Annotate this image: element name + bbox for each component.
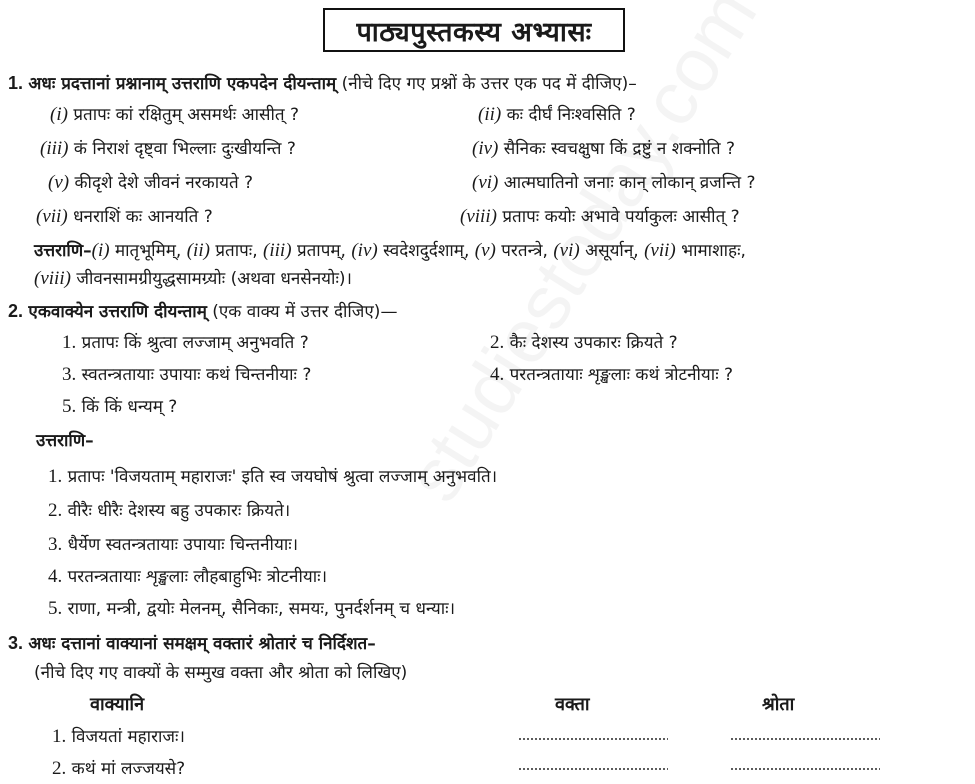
q2-item: 2. कैः देशस्य उपकारः क्रियते ?	[490, 332, 678, 353]
q2-answer: 1. प्रतापः 'विजयताम् महाराजः' इति स्व जयघोषं श्रुत्वा लज्जाम् अनुभवति।	[48, 466, 498, 487]
q2-item: 4. परतन्त्रतायाः शृङ्खलाः कथं त्रोटनीयाः ?	[490, 364, 734, 385]
q1-item: (iv) सैनिकः स्वचक्षुषा किं द्रष्टुं न शक्नोति ?	[472, 138, 735, 159]
q1-number: 1.	[8, 73, 24, 93]
q1-item: (vii) धनराशिं कः आनयति ?	[36, 206, 213, 227]
listener-blank-1[interactable]	[730, 738, 880, 740]
q2-hindi-instruction: (एक वाक्य में उत्तर दीजिए)—	[212, 302, 398, 322]
q2-item: 5. किं किं धन्यम् ?	[62, 396, 178, 417]
q3-hindi-instruction: (नीचे दिए गए वाक्यों के सम्मुख वक्ता और श्रोता को लिखिए)	[34, 663, 408, 683]
q3-row: 2. कथं मां लज्जयसे?	[52, 758, 186, 779]
speaker-blank-1[interactable]	[518, 738, 668, 740]
q2-heading-line	[8, 300, 397, 323]
column-header-sentences: वाक्यानि	[90, 694, 145, 715]
q1-hindi-instruction: (नीचे दिए गए प्रश्नों के उत्तर एक पद में दीजिए)–	[341, 74, 637, 94]
q1-heading-line	[8, 72, 637, 95]
q2-heading: एकवाक्येन उत्तराणि दीयन्ताम्	[28, 302, 207, 322]
column-header-speaker: वक्ता	[555, 694, 590, 715]
q1-item: (ii) कः दीर्घं निःश्वसिति ?	[478, 104, 636, 125]
q3-heading: अधः दत्तानां वाक्यानां समक्षम् वक्तारं श्रोतारं च निर्दिशत–	[28, 634, 376, 654]
listener-blank-2[interactable]	[730, 768, 880, 770]
q2-item: 1. प्रतापः किं श्रुत्वा लज्जाम् अनुभवति ?	[62, 332, 309, 353]
q3-number: 3.	[8, 633, 24, 653]
q2-item: 3. स्वतन्त्रतायाः उपायाः कथं चिन्तनीयाः ?	[62, 364, 312, 385]
q2-answer: 2. वीरैः धीरैः देशस्य बहु उपकारः क्रियते।	[48, 500, 291, 521]
column-header-listener: श्रोता	[762, 694, 795, 715]
q1-item: (viii) प्रतापः कयोः अभावे पर्याकुलः आसीत् ?	[460, 206, 740, 227]
q1-heading: अधः प्रदत्तानां प्रश्नानाम् उत्तराणि एकपदेन दीयन्ताम्	[28, 74, 337, 94]
q1-item: (iii) कं निराशं दृष्ट्वा भिल्लाः दुःखीयन्ति ?	[40, 138, 296, 159]
speaker-blank-2[interactable]	[518, 768, 668, 770]
q2-answer: 3. धैर्येण स्वतन्त्रतायाः उपायाः चिन्तनीयाः।	[48, 534, 299, 555]
q1-item: (vi) आत्मघातिनो जनाः कान् लोकान् व्रजन्ति ?	[472, 172, 756, 193]
q1-answers-line-2: (viii) जीवनसामग्रीयुद्धसामग्र्योः (अथवा धनसेनयोः)।	[34, 268, 352, 289]
q2-answer: 5. राणा, मन्त्री, द्वयोः मेलनम्, सैनिकाः, समयः, पुनर्दर्शनम् च धन्याः।	[48, 598, 456, 619]
page-title: पाठ्यपुस्तकस्य अभ्यासः	[323, 8, 625, 52]
q3-heading-line	[8, 632, 376, 655]
q1-item: (i) प्रतापः कां रक्षितुम् असमर्थः आसीत् ?	[50, 104, 300, 125]
q3-row: 1. विजयतां महाराजः।	[52, 726, 185, 747]
q2-answer: 4. परतन्त्रतायाः शृङ्खलाः लौहबाहुभिः त्रोटनीयाः।	[48, 566, 328, 587]
answers-label: उत्तराणि–	[34, 241, 92, 261]
q2-number: 2.	[8, 301, 24, 321]
q1-item: (v) कीदृशे देशे जीवनं नरकायते ?	[48, 172, 254, 193]
q2-answers-label: उत्तराणि–	[36, 431, 94, 451]
q1-answers-line: उत्तराणि–(i) मातृभूमिम्, (ii) प्रतापः, (iii) प्रतापम्, (iv) स्वदेशदुर्दशाम्, (v) परतन्त्रे, (vi) असूर्यान्, (vii) भामाशाहः,	[34, 240, 746, 261]
